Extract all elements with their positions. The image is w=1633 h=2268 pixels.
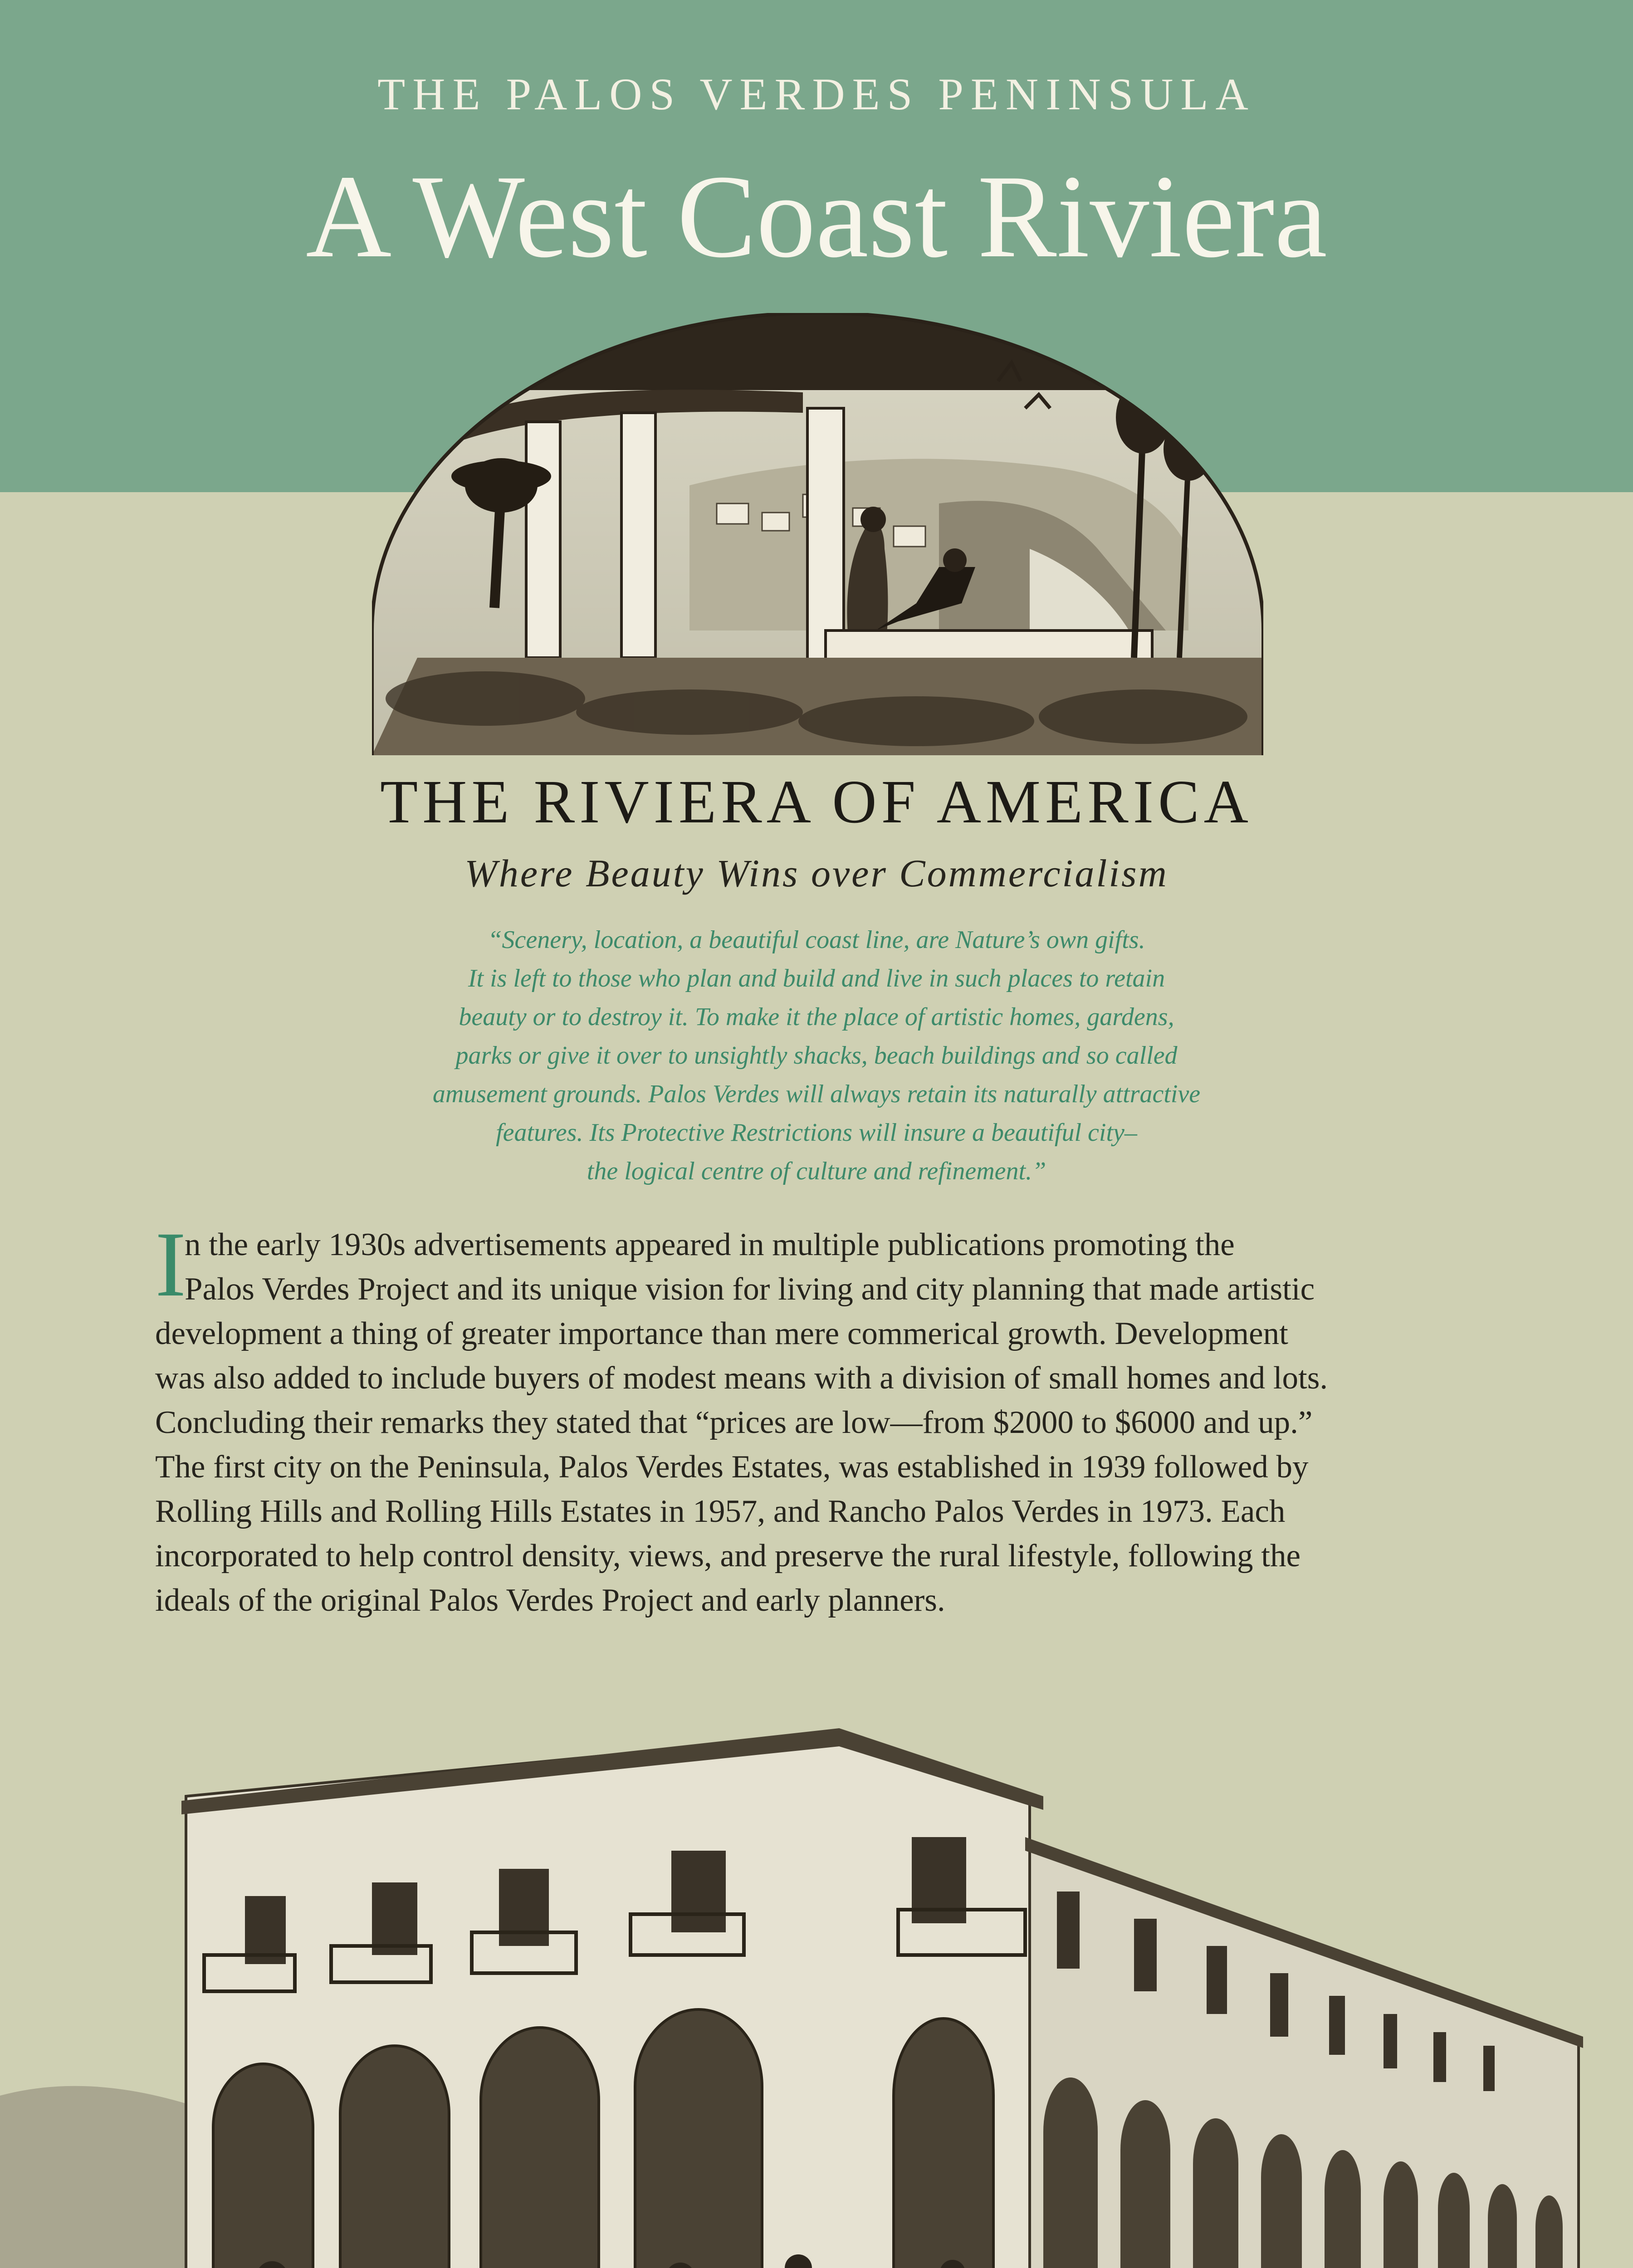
- quote-line: amusement grounds. Palos Verdes will always retain its naturally attractive: [432, 1080, 1201, 1108]
- quote-line: features. Its Protective Restrictions will insure a beautiful city–: [496, 1119, 1137, 1147]
- body-line: was also added to include buyers of modest means with a division of small homes and lots.: [155, 1360, 1328, 1396]
- body-line: development a thing of greater importance than mere commerical growth. Development: [155, 1316, 1288, 1351]
- quote-line: parks or give it over to unsightly shacks, beach buildings and so called: [455, 1041, 1178, 1070]
- quote-line: It is left to those who plan and build and live in such places to retain: [468, 964, 1165, 992]
- body-line: ideals of the original Palos Verdes Project and early planners.: [155, 1583, 945, 1618]
- historic-building-photo: [0, 1678, 1633, 2268]
- body-line: incorporated to help control density, views, and preserve the rural lifestyle, following the: [155, 1538, 1301, 1574]
- body-line: Palos Verdes Project and its unique vision for living and city planning that made artistic: [185, 1271, 1315, 1307]
- body-text: [155, 1222, 1507, 1623]
- body-line: n the early 1930s advertisements appeared in multiple publications promoting the: [185, 1227, 1235, 1262]
- kicker-title: THE PALOS VERDES PENINSULA: [377, 69, 1256, 119]
- drop-cap: I: [155, 1213, 186, 1316]
- quote-line: the logical centre of culture and refinement.”: [587, 1157, 1046, 1185]
- ad-heading: THE RIVIERA OF AMERICA: [380, 768, 1253, 836]
- body-line: Concluding their remarks they stated that “prices are low—from $2000 to $6000 and up.”: [155, 1405, 1313, 1440]
- body-line: Rolling Hills and Rolling Hills Estates in 1957, and Rancho Palos Verdes in 1973. Each: [155, 1494, 1286, 1529]
- quote-line: “Scenery, location, a beautiful coast line, are Nature’s own gifts.: [488, 926, 1145, 954]
- ad-subheading: Where Beauty Wins over Commercialism: [464, 851, 1169, 895]
- quote-line: beauty or to destroy it. To make it the place of artistic homes, gardens,: [459, 1003, 1174, 1031]
- main-title: A West Coast Riviera: [306, 151, 1327, 282]
- body-line: The first city on the Peninsula, Palos Verdes Estates, was established in 1939 followed by: [155, 1449, 1309, 1485]
- arched-terrace-illustration: [372, 313, 1263, 755]
- ad-quote: [318, 921, 1315, 1191]
